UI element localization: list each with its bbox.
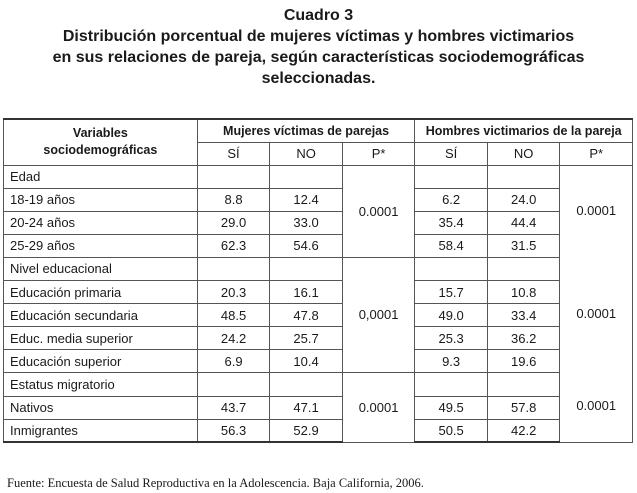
header-women-si: SÍ: [197, 142, 270, 165]
empty-cell: [415, 165, 488, 188]
p-value-men: 0.0001: [576, 202, 617, 218]
table-row: [4, 419, 633, 442]
section-title-row: [4, 257, 633, 281]
women-si-value: 8.8: [197, 188, 270, 211]
men-si-value: 25.3: [415, 327, 488, 350]
men-no-value: 36.2: [487, 327, 560, 350]
women-no-value: 10.4: [270, 350, 343, 373]
header-variables: [4, 119, 198, 165]
women-no-value: 33.0: [270, 211, 343, 234]
empty-cell: [415, 373, 488, 397]
empty-cell: [487, 257, 560, 281]
men-si-value: 58.4: [415, 234, 488, 257]
table-row: [4, 211, 633, 234]
men-no-value: 57.8: [487, 396, 560, 419]
empty-cell: [487, 165, 560, 188]
table-row: [4, 281, 633, 304]
row-label: Educ. media superior: [4, 327, 198, 350]
p-value-women: 0.0001: [342, 373, 415, 443]
header-men-si: SÍ: [415, 142, 488, 165]
table-title-line-3: seleccionadas.: [261, 70, 376, 87]
women-no-value: 54.6: [270, 234, 343, 257]
header-women-p: P*: [342, 142, 415, 165]
table-row: [4, 188, 633, 211]
data-table: [3, 118, 633, 443]
empty-cell: [197, 373, 270, 397]
men-si-value: 50.5: [415, 419, 488, 442]
row-label: 20-24 años: [4, 211, 198, 234]
empty-cell: [197, 257, 270, 281]
p-value-women: 0,0001: [342, 257, 415, 373]
header-group-men: Hombres victimarios de la pareja: [415, 119, 633, 142]
table-caption: [0, 5, 637, 89]
men-no-value: 42.2: [487, 419, 560, 442]
men-si-value: 9.3: [415, 350, 488, 373]
section-title: Edad: [4, 165, 198, 188]
table-container: [3, 118, 633, 443]
women-no-value: 25.7: [270, 327, 343, 350]
row-label: 25-29 años: [4, 234, 198, 257]
table-number: Cuadro 3: [283, 7, 354, 24]
row-label: Nativos: [4, 396, 198, 419]
men-no-value: 24.0: [487, 188, 560, 211]
women-si-value: 62.3: [197, 234, 270, 257]
women-no-value: 47.1: [270, 396, 343, 419]
men-si-value: 35.4: [415, 211, 488, 234]
header-variables-line-2: sociodemográficas: [43, 143, 158, 158]
section-title-row: [4, 373, 633, 397]
empty-cell: [415, 257, 488, 281]
table-body: [4, 165, 633, 442]
row-label: 18-19 años: [4, 188, 198, 211]
men-si-value: 15.7: [415, 281, 488, 304]
empty-cell: [197, 165, 270, 188]
header-women-no: NO: [270, 142, 343, 165]
empty-cell: [487, 373, 560, 397]
table-row: [4, 304, 633, 327]
empty-cell: [270, 373, 343, 397]
header-men-no: NO: [487, 142, 560, 165]
table-row: [4, 234, 633, 257]
table-row: [4, 327, 633, 350]
source-footnote: Fuente: Encuesta de Salud Reproductiva en la Adolescencia. Baja California, 2006.: [7, 476, 424, 490]
men-no-value: 44.4: [487, 211, 560, 234]
men-si-value: 49.5: [415, 396, 488, 419]
section-title-row: [4, 165, 633, 188]
women-no-value: 12.4: [270, 188, 343, 211]
section-title: Nivel educacional: [4, 257, 198, 281]
women-si-value: 48.5: [197, 304, 270, 327]
table-row: [4, 350, 633, 373]
p-value-men: 0.0001: [576, 398, 617, 413]
women-si-value: 24.2: [197, 327, 270, 350]
header-group-women: Mujeres víctimas de parejas: [197, 119, 415, 142]
women-no-value: 52.9: [270, 419, 343, 442]
row-label: Inmigrantes: [4, 419, 198, 442]
p-value-men-column: [560, 165, 633, 442]
p-value-men: 0.0001: [576, 306, 617, 321]
men-no-value: 31.5: [487, 234, 560, 257]
men-no-value: 10.8: [487, 281, 560, 304]
men-si-value: 49.0: [415, 304, 488, 327]
header-men-p: P*: [560, 142, 633, 165]
row-label: Educación superior: [4, 350, 198, 373]
men-si-value: 6.2: [415, 188, 488, 211]
section-title: Estatus migratorio: [4, 373, 198, 397]
women-si-value: 20.3: [197, 281, 270, 304]
women-si-value: 29.0: [197, 211, 270, 234]
row-label: Educación primaria: [4, 281, 198, 304]
table-title-line-2: en sus relaciones de pareja, según características sociodemográficas: [52, 49, 585, 66]
empty-cell: [270, 165, 343, 188]
row-label: Educación secundaria: [4, 304, 198, 327]
men-no-value: 33.4: [487, 304, 560, 327]
header-row-groups: [4, 119, 633, 142]
women-si-value: 43.7: [197, 396, 270, 419]
p-value-women: 0.0001: [342, 165, 415, 257]
women-si-value: 56.3: [197, 419, 270, 442]
header-variables-line-1: Variables: [72, 126, 128, 141]
women-si-value: 6.9: [197, 350, 270, 373]
empty-cell: [270, 257, 343, 281]
women-no-value: 16.1: [270, 281, 343, 304]
women-no-value: 47.8: [270, 304, 343, 327]
men-no-value: 19.6: [487, 350, 560, 373]
table-row: [4, 396, 633, 419]
table-title-line-1: Distribución porcentual de mujeres víctimas y hombres victimarios: [62, 28, 575, 45]
